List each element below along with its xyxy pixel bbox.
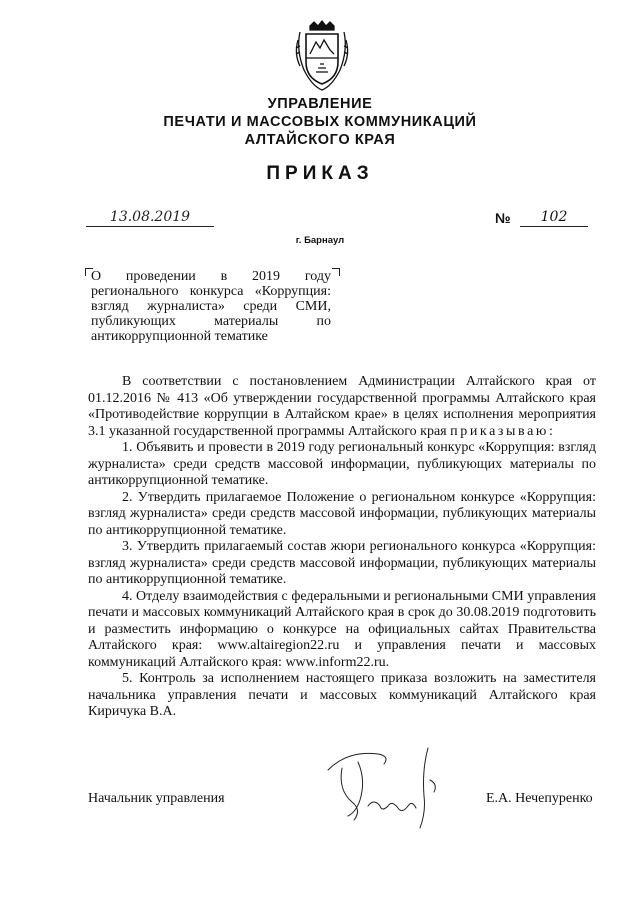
order-word: приказываю: — [450, 423, 556, 439]
coat-of-arms-icon — [290, 20, 354, 92]
intro-paragraph — [88, 374, 596, 440]
order-date: 13.08.2019 — [86, 209, 214, 227]
order-number-label: № — [495, 210, 511, 226]
document-title: ПРИКАЗ — [266, 163, 374, 184]
item-4: 4. Отделу взаимодействия с федеральными и региональными СМИ управления печати и массовых коммуникаций Алтайского края в срок до 30.08.2019 подготовить и разместить информацию о конкурсе на официальных сайтах Правительства Алтайского края: www.altairegion22.ru и управления печати и массовых коммуникаций Алтайского края: www.inform22.ru. — [88, 588, 596, 670]
header-line-1: УПРАВЛЕНИЕ — [267, 96, 373, 112]
item-5: 5. Контроль за исполнением настоящего приказа возложить на заместителя начальника управления печати и массовых коммуникаций Алтайского края Киричука В.А. — [88, 671, 596, 719]
item-3: 3. Утвердить прилагаемый состав жюри регионального конкурса «Коррупция: взгляд журналиста» среди средств массовой информации, публикующих материалы по антикоррупционной тематике. — [88, 539, 596, 587]
header-line-3: АЛТАЙСКОГО КРАЯ — [244, 132, 396, 148]
city: г. Барнаул — [295, 235, 345, 246]
signatory-name: Е.А. Нечепуренко — [486, 791, 593, 806]
subject-corner-right — [332, 268, 340, 276]
signatory-position: Начальник управления — [88, 791, 225, 806]
order-subject: О проведении в 2019 году регионального конкурса «Коррупция: взгляд журналиста» среди СМИ, публикующих материалы по антикоррупционной тематике — [91, 269, 331, 344]
order-body — [88, 374, 596, 721]
item-1: 1. Объявить и провести в 2019 году региональный конкурс «Коррупция: взгляд журналиста» среди средств массовой информации, публикующих материалы по антикоррупционной тематике. — [88, 440, 596, 488]
handwritten-signature — [318, 740, 458, 835]
item-2: 2. Утвердить прилагаемое Положение о региональном конкурсе «Коррупция: взгляд журналиста» среди средств массовой информации, публикующих материалы по антикоррупционной тематике. — [88, 489, 596, 538]
order-number: 102 — [520, 209, 588, 227]
intro-text: В соответствии с постановлением Администрации Алтайского края от 01.12.2016 № 413 «Об утверждении государственной программы Алтайского края «Противодействие коррупции в Алтайском крае» в целях исполнения мероприятия 3.1 указанной государственной программы Алтайского края — [88, 374, 596, 439]
header-line-2: ПЕЧАТИ И МАССОВЫХ КОММУНИКАЦИЙ — [163, 114, 477, 130]
